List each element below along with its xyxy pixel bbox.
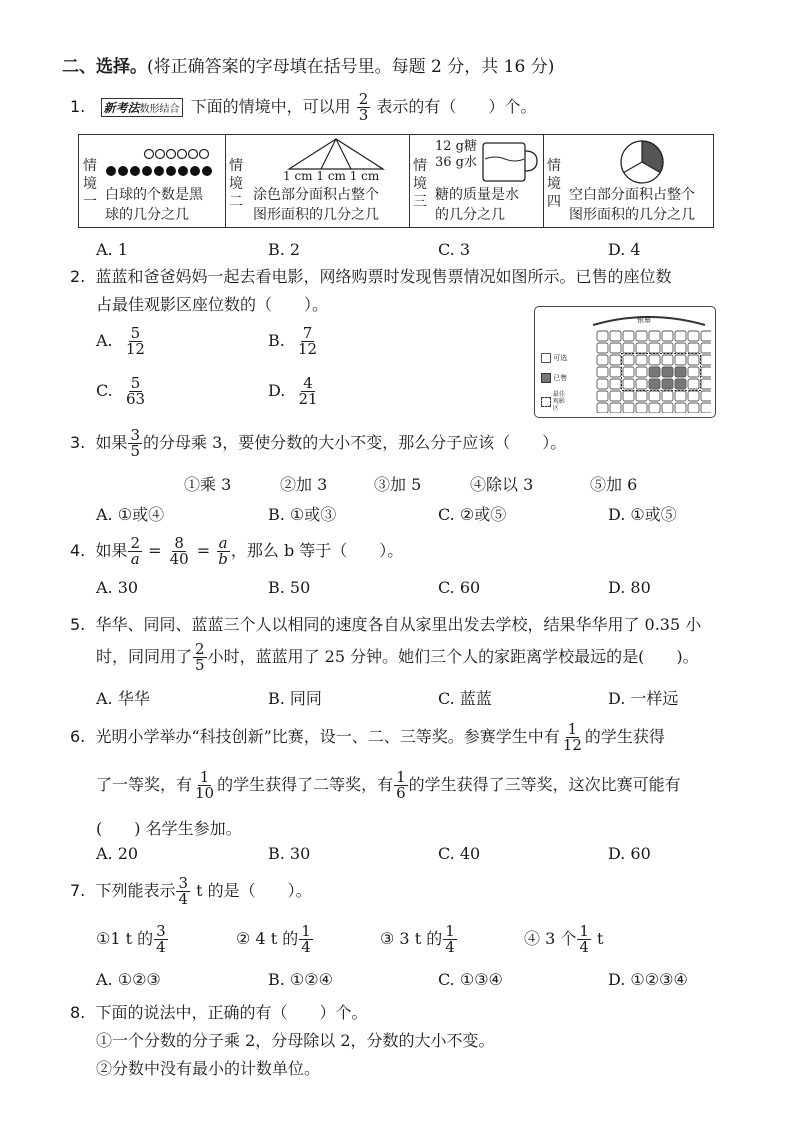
choice-2 [236,924,314,955]
numerator: 7 [302,324,313,342]
seat [623,343,634,353]
choice-fraction [154,924,168,955]
choice-4: ④除以 3 [470,475,534,494]
denominator: 5 [130,442,140,460]
seat [636,403,647,413]
option-c[interactable]: C. 60 [438,578,481,597]
seat-sold [649,379,660,389]
scenario-text-1: 白球的个数是黑 [105,187,203,203]
scenario-text-2: 球的几分之几 [105,207,189,223]
option-c[interactable]: C. 3 [438,240,471,259]
seat [662,391,673,401]
seat [701,331,711,341]
seat [688,331,699,341]
denominator: 12 [562,736,582,754]
fraction-2-5 [193,642,207,673]
option-d[interactable]: D. ①②③④ [608,970,688,989]
seat [688,391,699,401]
seat [623,367,634,377]
option-b[interactable] [268,326,320,357]
question-5-line-1 [70,612,701,635]
option-a[interactable]: A. ①或④ [96,505,165,524]
seat [701,403,711,413]
scenario-2 [225,135,410,227]
q6-line2-a: 了一等奖，有 [96,775,193,794]
question-number: 4. [70,541,86,560]
question-number: 5. [70,615,86,634]
seat [610,331,621,341]
question-2-line-1 [70,264,671,287]
question-6-line-1 [70,722,665,753]
scenario-text-1: 糖的质量是水 [435,187,519,203]
screen-label: 银幕 [637,316,651,324]
option-d[interactable]: D. 80 [608,578,651,597]
numerator: 2 [130,534,140,552]
choice-fraction [443,924,457,955]
numerator: 5 [130,374,141,392]
seat [701,355,711,365]
numerator: 3 [156,922,166,940]
question-6-line-2 [96,770,681,801]
fraction-8-40 [168,536,191,567]
triangle-figure [281,137,391,171]
q5-line1: 华华、同同、蓝蓝三个人以相同的速度各自从家里出发去学校，结果华华用了 0.35 小 [95,615,702,634]
scenario-label: 情境四 [547,158,561,210]
choice-2: ②加 3 [280,475,328,494]
legend-best-text: 最佳观影区 [552,391,565,412]
denominator: 4 [445,938,455,956]
seat [636,379,647,389]
seat [675,343,686,353]
denominator: 4 [178,890,188,908]
choice-fraction [577,924,591,955]
seat [701,379,711,389]
question-number: 7. [70,881,86,900]
q6-line1-post: 的学生获得 [584,727,665,746]
option-a[interactable]: A. ①②③ [96,970,161,989]
seat [662,331,673,341]
seat [662,355,673,365]
q3-pre: 如果 [95,433,128,452]
option-b[interactable]: B. ①或③ [268,505,337,524]
seat-sold [675,379,686,389]
seat [597,367,608,377]
seat-sold [649,367,660,377]
numerator: 1 [199,768,210,786]
option-c[interactable]: C. 蓝蓝 [438,689,492,708]
seat [597,343,608,353]
seat [701,391,711,401]
sugar-label: 12 g糖 [435,139,477,154]
q1-post: 表示的有（ ）个。 [376,97,537,116]
fraction-2-a [128,536,142,567]
fraction-1-12 [561,722,584,753]
fraction-3-5 [128,428,142,459]
seat [636,343,647,353]
legend-best [541,391,569,412]
seat [597,379,608,389]
denominator: 4 [156,938,166,956]
q8-line1: 下面的说法中，正确的有（ ）个。 [95,1003,368,1022]
q7-post: t 的是（ ）。 [191,881,312,900]
denominator: 40 [169,550,189,568]
pie-figure [619,139,665,185]
q4-post: ，那么 b 等于（ ）。 [230,541,404,560]
numerator: 1 [445,922,455,940]
seat [610,367,621,377]
seat-sold [675,367,686,377]
seat [701,343,711,353]
q6-line3: ( ) 名学生参加。 [96,819,242,838]
choice-text: ④ 3 个 [524,929,577,948]
seat [597,331,608,341]
choice-fraction [299,924,313,955]
option-b[interactable]: B. 2 [268,240,301,259]
seat [675,391,686,401]
denominator: 4 [301,938,311,956]
question-number: 2. [70,267,86,286]
seat [623,379,634,389]
legend-available-text: 可选 [553,354,568,362]
seat-sold [662,367,673,377]
denominator: b [218,550,228,568]
legend-sold-text: 已售 [553,374,568,382]
scenario-text-1: 涂色部分面积占整个 [253,187,379,203]
question-7-stem [70,876,312,907]
seat [662,403,673,413]
tag-topic-text: 数形结合 [139,104,180,115]
seat [649,403,660,413]
numerator: 1 [396,768,406,786]
section-note: (将正确答案的字母填在括号里。每题 2 分，共 16 分) [147,57,555,77]
seat [597,355,608,365]
water-label: 36 g水 [435,155,477,170]
fraction-1-6 [394,770,408,801]
question-number: 3. [70,433,86,452]
question-number: 6. [70,727,86,746]
seat [623,355,634,365]
option-d[interactable]: D. 60 [608,844,651,863]
seat [636,355,647,365]
choice-4 [524,924,603,955]
seat [675,355,686,365]
seat [688,379,699,389]
seat [688,355,699,365]
seat [610,403,621,413]
option-d[interactable]: D. 一样远 [608,689,679,708]
scenario-text-2: 的几分之几 [435,207,505,223]
fraction-3-4 [176,876,190,907]
choice-5: ⑤加 6 [590,475,638,494]
question-number: 1. [70,97,86,116]
option-fraction [124,326,147,357]
choice-3 [380,924,458,955]
seat [649,331,660,341]
q4-pre: 如果 [95,541,128,560]
q6-line2-b: 的学生获得了二等奖，有 [217,775,394,794]
denominator: a [130,550,140,568]
numerator: 1 [579,922,589,940]
denominator: 10 [195,784,215,802]
seat [636,331,647,341]
numerator: a [218,534,228,552]
numerator: 4 [303,374,313,392]
scenario-4 [543,135,711,227]
question-1-stem [70,92,536,123]
seat-sold [662,379,673,389]
seat [688,367,699,377]
option-fraction [296,326,319,357]
seat [649,355,660,365]
denominator: 5 [195,656,205,674]
scenario-text-2: 图形面积的几分之几 [569,207,695,223]
section-header [62,52,554,77]
option-a[interactable]: A. 20 [96,844,139,863]
option-c[interactable]: C. 40 [438,844,481,863]
cup-figure [481,139,541,183]
seat [597,403,608,413]
seat [649,343,660,353]
section-title: 二、选择。 [62,57,147,77]
option-letter: C. [96,381,113,400]
choice-text: ①1 t 的 [96,929,154,948]
tag-new-text: 新考法 [103,101,140,115]
option-c[interactable] [96,376,148,407]
q5-line2-pre: 时，同同用了 [96,647,193,666]
scenario-label: 情境二 [229,158,243,210]
seat [688,403,699,413]
numerator: 2 [358,90,369,108]
option-letter: D. [268,381,286,400]
fraction-1-10 [193,770,216,801]
q1-pre: 下面的情境中，可以用 [190,97,351,116]
scenario-1 [79,135,226,227]
option-letter: B. [268,331,285,350]
seat [610,379,621,389]
seat [610,391,621,401]
option-a[interactable]: A. 1 [96,240,128,259]
denominator: 12 [125,340,145,358]
q2-line2: 占最佳观影区座位数的（ ）。 [96,295,329,314]
seat [662,343,673,353]
q5-line2-post: 小时，蓝蓝用了 25 分钟。她们三个人的家距离学校最远的是( )。 [207,647,699,666]
seat [623,403,634,413]
numerator: 3 [178,874,188,892]
seat [597,391,608,401]
seat [636,367,647,377]
seat [675,331,686,341]
seat [623,391,634,401]
q8-statement-1: ①一个分数的分子乘 2，分母除以 2，分数的大小不变。 [96,1031,495,1050]
denominator: 21 [298,390,318,408]
question-3-stem [70,428,566,459]
legend-available [541,353,567,363]
seat-map [534,306,716,418]
denominator: 63 [125,390,146,408]
option-b[interactable]: B. 30 [268,844,311,863]
seat [688,343,699,353]
q6-line2-c: 的学生获得了三等奖，这次比赛可能有 [408,775,681,794]
scenario-text-1: 空白部分面积占整个 [569,187,695,203]
q8-statement-2: ②分数中没有最小的计数单位。 [96,1059,321,1078]
choice-1: ①乘 3 [184,475,232,494]
denominator: 6 [396,784,406,802]
legend-sold [541,373,567,383]
question-5-line-2 [96,642,699,673]
scenario-label: 情境三 [413,158,427,210]
choice-text: ② 4 t 的 [236,929,299,948]
balls-figure [105,147,221,179]
option-fraction [297,376,320,407]
question-4-stem: 4. 如果 $\frac{2}{a}$ = $\frac{8}{40}$ = $\frac{a}{b}$ ，那么 b 等于（ ）。 [70,534,404,568]
option-letter: A. [96,331,113,350]
numerator: 5 [130,324,141,342]
option-b[interactable]: B. 50 [268,578,311,597]
numerator: 8 [174,534,184,552]
option-b[interactable]: B. ①②④ [268,970,333,989]
denominator: 3 [358,106,369,124]
new-method-tag [101,98,183,117]
scenario-table [78,134,714,228]
seat [649,391,660,401]
choice-1 [96,924,169,955]
option-c[interactable]: C. ①③④ [438,970,503,989]
seat [610,343,621,353]
fraction-2-3 [357,92,371,123]
q7-pre: 下列能表示 [95,881,176,900]
numerator: 1 [567,720,578,738]
seat [623,331,634,341]
seat-grid [595,329,711,413]
choice-unit: t [591,929,604,948]
denominator: 12 [298,340,318,358]
triangle-dimensions: 1 cm 1 cm 1 cm [283,169,380,183]
q6-line1-pre: 光明小学举办“科技创新”比赛，设一、二、三等奖。参赛学生中有 [95,727,560,746]
option-fraction [124,376,147,407]
scenario-text-2: 图形面积的几分之几 [253,207,379,223]
option-a[interactable] [96,326,148,357]
seat [675,403,686,413]
denominator: 4 [579,938,589,956]
option-a[interactable]: A. 华华 [96,689,150,708]
scenario-label: 情境一 [83,158,97,210]
choice-3: ③加 5 [374,475,422,494]
question-number: 8. [70,1003,86,1022]
q3-post: 的分母乘 3，要使分数的大小不变，那么分子应该（ ）。 [143,433,567,452]
option-b[interactable]: B. 同同 [268,689,322,708]
numerator: 1 [301,922,311,940]
fraction-a-b [216,536,230,567]
numerator: 3 [130,426,140,444]
seat [636,391,647,401]
option-c[interactable]: C. ②或⑤ [438,505,507,524]
option-d[interactable]: D. ①或⑤ [608,505,677,524]
choice-text: ③ 3 t 的 [380,929,443,948]
seat [701,367,711,377]
option-a[interactable]: A. 30 [96,578,139,597]
option-d[interactable] [268,376,321,407]
question-8-line-1 [70,1000,367,1023]
numerator: 2 [195,640,205,658]
q2-line1: 蓝蓝和爸爸妈妈一起去看电影，网络购票时发现售票情况如图所示。已售的座位数 [95,267,672,286]
seat [610,355,621,365]
scenario-3 [409,135,544,227]
option-d[interactable]: D. 4 [608,240,641,259]
